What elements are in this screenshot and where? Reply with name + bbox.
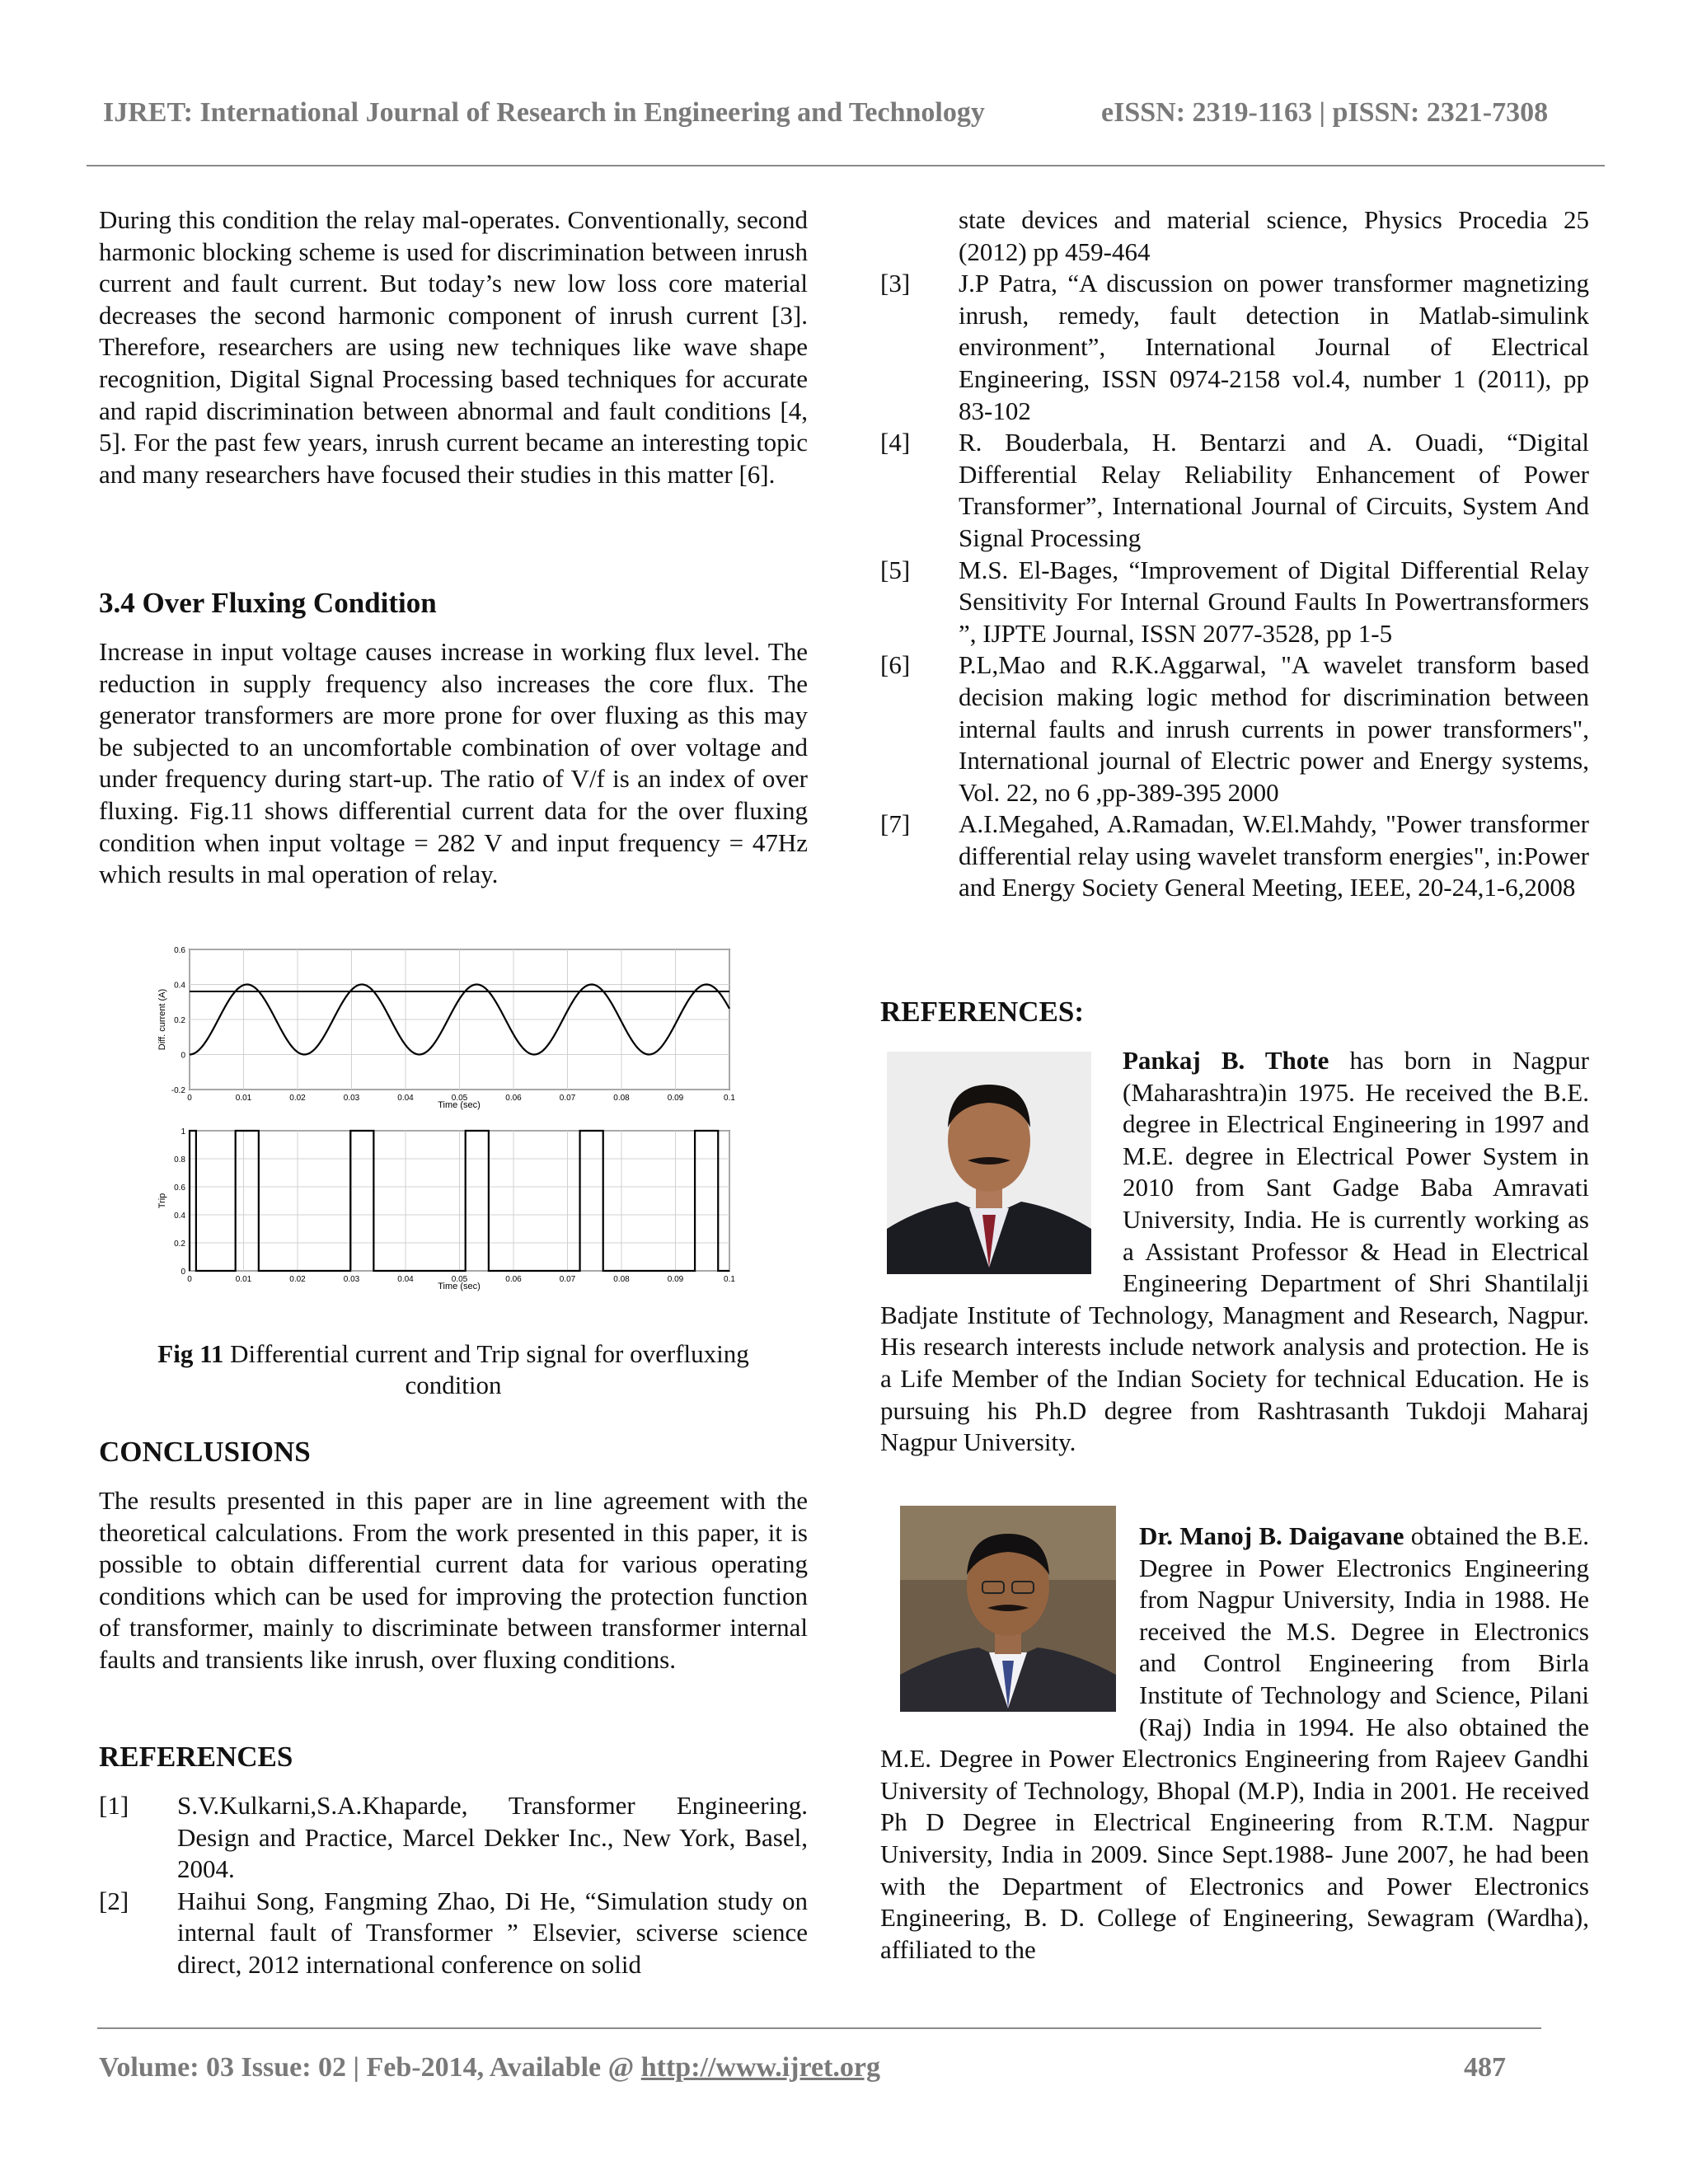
x-tick-label: 0.04	[397, 1094, 414, 1103]
paragraph-over-fluxing: Increase in input voltage causes increase in working flux level. The reduction in supply frequency also increases the core flux. The generator transformers are more prone for over fluxing as this may be subjected to an uncomfortable combination of over voltage and under frequency during start-up. The ratio of V/f is an index of over fluxing. Fig.11 shows differential current data for the over fluxing condition when input voltage = 282 V and input frequency = 47Hz which results in mal operation of relay.	[99, 637, 808, 889]
footer-volume-text: Volume: 03 Issue: 02 | Feb-2014, Available @	[99, 2052, 641, 2083]
author-photo-1	[887, 1052, 1091, 1274]
reference-item	[99, 1886, 808, 1981]
author-bio-1	[880, 1045, 1589, 1459]
footer-url-link[interactable]: http://www.ijret.org	[640, 2052, 880, 2083]
reference-text: R. Bouderbala, H. Bentarzi and A. Ouadi, “Digital Differential Relay Reliability Enhancement of Power Transformer”, International Journal of Circuits, System And Signal Processing	[959, 428, 1589, 552]
figure-label: Fig 11	[157, 1339, 224, 1368]
x-tick-label: 0	[187, 1094, 192, 1103]
reference-number: [5]	[880, 555, 911, 584]
y-tick-label: 0	[181, 1268, 185, 1277]
portrait-1-icon	[887, 1052, 1091, 1274]
y-tick-label: 1	[181, 1127, 185, 1137]
reference-item	[880, 555, 1589, 650]
footer-rule	[97, 2027, 1541, 2029]
section-heading-references: REFERENCES	[99, 1741, 293, 1773]
plot2-xlabel: Time (sec)	[438, 1282, 481, 1291]
author-2-bio-text: obtained the B.E. Degree in Power Electronics Engineering from Nagpur University, India in 1988. He received the M.S. Degree in Electronics and Control Engineering from Birla Institute of Technology and Science, Pilani (Raj) India in 1994. He also obtained the M.E. Degree in Power Electronics Engineering from Rajeev Gandhi University of Technology, Bhopal (M.P), India in 2001. He received Ph D Degree in Electrical Engineering from R.T.M. Nagpur University, India in 2009. Since Sept.1988- June 2007, he had been with the Department of Electronics and Power Electronics Engineering, B. D. College of Engineering, Sewagram (Wardha), affiliated to the	[880, 1521, 1589, 1964]
reference-text: P.L,Mao and R.K.Aggarwal, "A wavelet transform based decision making logic method for discrimination between internal faults and inrush currents in power transformers", International journal of Electric power and Energy systems, Vol. 22, no 6 ,pp-389-395 2000	[959, 650, 1589, 807]
reference-item	[880, 649, 1589, 808]
paragraph-over-fluxing-wrap	[99, 636, 808, 891]
reference-item	[880, 268, 1589, 427]
footer-page-number: 487	[1464, 2052, 1506, 2083]
x-tick-label: 0.03	[343, 1275, 360, 1284]
x-tick-label: 0.1	[724, 1094, 735, 1103]
references-right	[880, 204, 1589, 904]
reference-number: [2]	[99, 1886, 129, 1915]
x-tick-label: 0.1	[724, 1275, 735, 1284]
author-bio-2	[880, 1521, 1589, 1966]
reference-number: [7]	[880, 809, 911, 839]
section-heading-references-2: REFERENCES:	[880, 996, 1084, 1028]
x-tick-label: 0.07	[559, 1094, 576, 1103]
header-rule	[87, 165, 1605, 166]
y-tick-label: 0.4	[174, 1212, 185, 1221]
author-photo-2	[900, 1506, 1116, 1712]
x-tick-label: 0.07	[559, 1275, 576, 1284]
y-tick-label: 0.6	[174, 1183, 185, 1193]
y-tick-label: -0.2	[171, 1086, 185, 1095]
references-left	[99, 1790, 808, 1981]
y-tick-label: 0.4	[174, 981, 185, 991]
reference-item	[880, 808, 1589, 904]
x-tick-label: 0.02	[289, 1275, 306, 1284]
page-header	[0, 97, 1688, 138]
x-tick-label: 0.03	[343, 1094, 360, 1103]
plot1-ylabel: Diff. current (A)	[157, 988, 167, 1051]
x-tick-label: 0.08	[613, 1094, 630, 1103]
reference-number: [4]	[880, 428, 911, 457]
reference-text: S.V.Kulkarni,S.A.Khaparde, Transformer Engineering. Design and Practice, Marcel Dekker Inc., New York, Basel, 2004.	[177, 1791, 808, 1884]
y-tick-label: 0.2	[174, 1240, 185, 1249]
x-tick-label: 0.05	[451, 1275, 468, 1284]
journal-name: IJRET: International Journal of Research in Engineering and Technology	[103, 97, 985, 128]
author-1-bio-text: has born in Nagpur (Maharashtra)in 1975. He received the B.E. degree in Electrical Engineering in 1997 and M.E. degree in Electrical Power System in 2010 from Sant Gadge Baba Amravati University, India. He is currently working as a Assistant Professor & Head in Electrical Engineering Department of Shri Shantilalji Badjate Institute of Technology, Managment and Research, Nagpur. His research interests include network analysis and protection. He is a Life Member of the Indian Society for technical Education. He is pursuing his Ph.D degree from Rashtrasanth Tukdoji Maharaj Nagpur University.	[880, 1046, 1589, 1457]
reference-item-continued	[880, 204, 1589, 268]
figure-11-chart	[148, 940, 742, 1302]
diff-current-plot	[157, 946, 735, 1110]
x-tick-label: 0.06	[505, 1094, 522, 1103]
reference-item	[880, 427, 1589, 554]
x-tick-label: 0.05	[451, 1094, 468, 1103]
reference-text: state devices and material science, Physics Procedia 25 (2012) pp 459-464	[959, 205, 1589, 266]
reference-text: Haihui Song, Fangming Zhao, Di He, “Simulation study on internal fault of Transformer ” Elsevier, sciverse science direct, 2012 international conference on solid	[177, 1886, 808, 1979]
paragraph-conclusions-wrap	[99, 1485, 808, 1676]
y-tick-label: 0.6	[174, 946, 185, 955]
x-tick-label: 0.02	[289, 1094, 306, 1103]
reference-item	[99, 1790, 808, 1886]
trip-plot	[157, 1127, 735, 1291]
y-tick-label: 0.2	[174, 1016, 185, 1025]
x-tick-label: 0.08	[613, 1275, 630, 1284]
reference-text: J.P Patra, “A discussion on power transformer magnetizing inrush, remedy, fault detection in Matlab-simulink environment”, International Journal of Electrical Engineering, ISSN 0974-2158 vol.4, number 1 (2011), pp 83-102	[959, 269, 1589, 425]
footer-volume	[99, 2052, 880, 2083]
figure-caption-text: Differential current and Trip signal for overfluxing condition	[223, 1339, 749, 1399]
x-tick-label: 0.04	[397, 1275, 414, 1284]
x-tick-label: 0.09	[667, 1275, 684, 1284]
left-column	[99, 204, 808, 490]
reference-number: [6]	[880, 650, 911, 680]
x-tick-label: 0.09	[667, 1094, 684, 1103]
plot2-ylabel: Trip	[157, 1193, 167, 1209]
journal-issn: eISSN: 2319-1163 | pISSN: 2321-7308	[1101, 97, 1549, 128]
section-heading-over-fluxing: 3.4 Over Fluxing Condition	[99, 587, 437, 619]
paragraph-conclusions: The results presented in this paper are in line agreement with the theoretical calculations. From the work presented in this paper, it is possible to obtain differential current data for various operating conditions which can be used for improving the protection function of transformer, mainly to discriminate between transformer internal faults and transients like inrush, over fluxing conditions.	[99, 1486, 808, 1674]
x-tick-label: 0.01	[235, 1094, 252, 1103]
x-tick-label: 0	[187, 1275, 192, 1284]
author-1-name: Pankaj B. Thote	[1123, 1046, 1329, 1075]
paragraph-intro: During this condition the relay mal-operates. Conventionally, second harmonic blocking scheme is used for discrimination between inrush current and fault current. But today’s new low loss core material decreases the second harmonic component of inrush current [3]. Therefore, researchers are using new techniques like wave shape recognition, Digital Signal Processing based techniques for accurate and rapid discrimination between abnormal and fault conditions [4, 5]. For the past few years, inrush current became an interesting topic and many researchers have focused their studies in this matter [6].	[99, 205, 808, 489]
y-tick-label: 0	[181, 1051, 185, 1061]
figure-caption	[124, 1338, 783, 1401]
author-2-name: Dr. Manoj B. Daigavane	[1139, 1521, 1404, 1550]
y-tick-label: 0.8	[174, 1155, 185, 1165]
plot1-xlabel: Time (sec)	[438, 1100, 481, 1110]
portrait-2-icon	[900, 1506, 1116, 1712]
x-tick-label: 0.06	[505, 1275, 522, 1284]
x-tick-label: 0.01	[235, 1275, 252, 1284]
reference-number: [3]	[880, 269, 911, 298]
section-heading-conclusions: CONCLUSIONS	[99, 1436, 311, 1468]
reference-text: A.I.Megahed, A.Ramadan, W.El.Mahdy, "Power transformer differential relay using wavelet transform energies", in:Power and Energy Society General Meeting, IEEE, 20-24,1-6,2008	[959, 809, 1589, 902]
reference-text: M.S. El-Bages, “Improvement of Digital Differential Relay Sensitivity For Internal Ground Faults In Powertransformers ”, IJPTE Journal, ISSN 2077-3528, pp 1-5	[959, 555, 1589, 648]
reference-number: [1]	[99, 1791, 129, 1820]
